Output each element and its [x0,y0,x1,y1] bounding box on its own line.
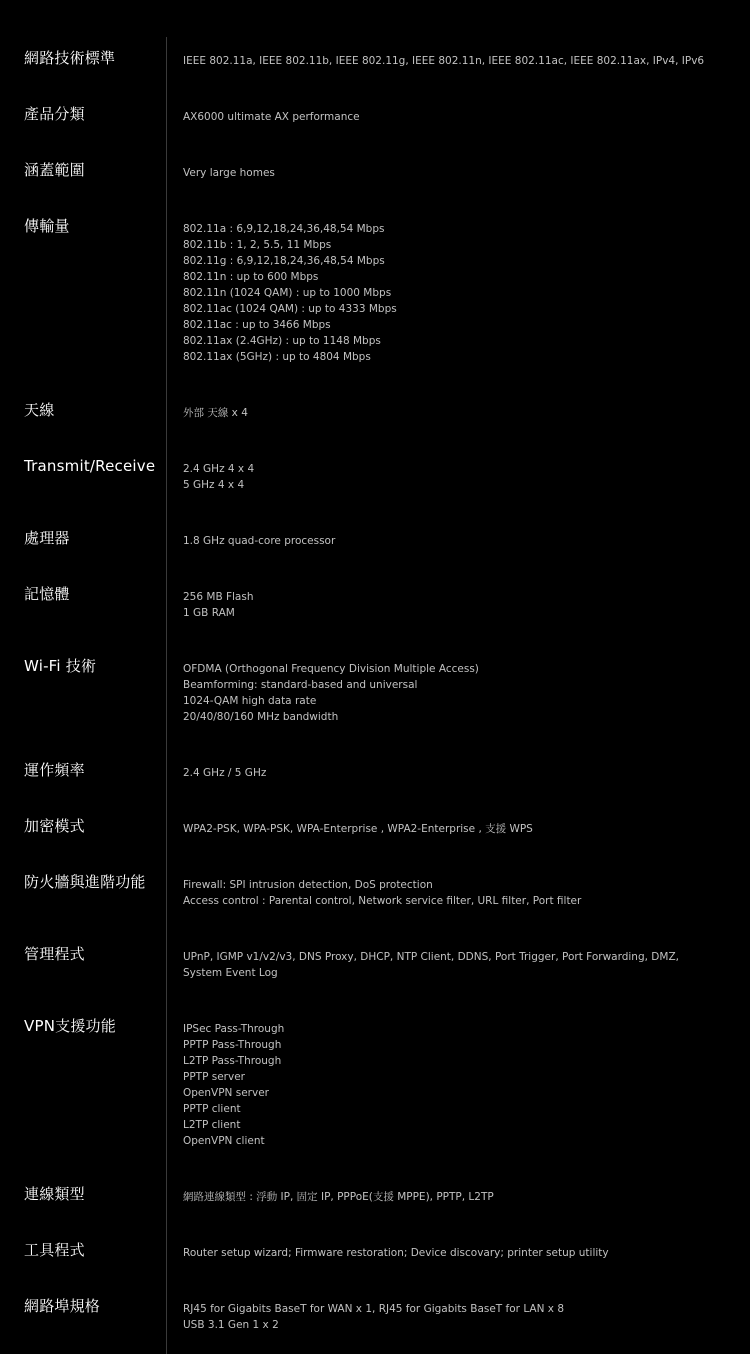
spec-values [183,1021,723,1149]
spec-values [183,1245,723,1261]
spec-value-line: RJ45 for Gigabits BaseT for WAN x 1, RJ45 for Gigabits BaseT for LAN x 8 [183,1303,565,1315]
spec-value-line: 20/40/80/160 MHz bandwidth [183,711,339,723]
spec-value-line: 802.11ac : up to 3466 Mbps [183,319,331,331]
spec-value-line: PPTP client [183,1103,241,1115]
spec-value-line: 2.4 GHz 4 x 4 [183,463,255,475]
spec-value-line: 802.11n : up to 600 Mbps [183,271,319,283]
spec-value-line: Very large homes [183,167,275,179]
spec-label: 管理程式 [24,945,85,963]
spec-values [183,1301,723,1333]
spec-values [183,221,723,365]
spec-value-line: 802.11b : 1, 2, 5.5, 11 Mbps [183,239,332,251]
spec-value-line: IEEE 802.11a, IEEE 802.11b, IEEE 802.11g, IEEE 802.11n, IEEE 802.11ac, IEEE 802.11ax, IPv4, IPv6 [183,55,705,67]
spec-values [183,405,723,421]
spec-label: VPN支援功能 [24,1017,116,1035]
spec-values [183,589,723,621]
spec-value-line: L2TP client [183,1119,241,1131]
spec-value-line: System Event Log [183,967,278,979]
spec-label: 傳輸量 [24,217,70,235]
spec-values [183,877,723,909]
spec-values [183,109,723,125]
column-divider [166,37,167,1354]
spec-value-line: 5 GHz 4 x 4 [183,479,245,491]
spec-value-line: 802.11ax (2.4GHz) : up to 1148 Mbps [183,335,381,347]
spec-value-line: UPnP, IGMP v1/v2/v3, DNS Proxy, DHCP, NTP Client, DDNS, Port Trigger, Port Forwarding, DMZ, [183,951,679,963]
spec-label: Wi-Fi 技術 [24,657,97,675]
spec-label: 連線類型 [24,1185,85,1203]
spec-value-line: 802.11ax (5GHz) : up to 4804 Mbps [183,351,371,363]
spec-value-line: 802.11a : 6,9,12,18,24,36,48,54 Mbps [183,223,385,235]
spec-label: 加密模式 [24,817,85,835]
spec-values [183,765,723,781]
spec-value-line: WPA2-PSK, WPA-PSK, WPA-Enterprise , WPA2-Enterprise , 支援 WPS [183,823,533,835]
spec-value-line: PPTP Pass-Through [183,1039,282,1051]
spec-label: 涵蓋範圍 [24,161,85,179]
spec-label: 記憶體 [24,585,70,603]
spec-label: 產品分類 [24,105,85,123]
spec-value-line: OFDMA (Orthogonal Frequency Division Multiple Access) [183,663,479,675]
spec-values [183,949,723,981]
spec-label: 運作頻率 [24,761,85,779]
spec-values [183,165,723,181]
spec-value-line: Router setup wizard; Firmware restoration; Device discovary; printer setup utility [183,1247,609,1259]
spec-value-line: Beamforming: standard-based and universal [183,679,418,691]
spec-values [183,661,723,725]
spec-values [183,1189,723,1205]
spec-values [183,53,723,69]
spec-value-line: USB 3.1 Gen 1 x 2 [183,1319,279,1331]
spec-value-line: 802.11n (1024 QAM) : up to 1000 Mbps [183,287,392,299]
spec-label: 天線 [24,401,55,419]
spec-value-line: OpenVPN client [183,1135,265,1147]
spec-value-line: Access control : Parental control, Network service filter, URL filter, Port filter [183,895,582,907]
spec-value-line: 1024-QAM high data rate [183,695,317,707]
spec-value-line: PPTP server [183,1071,245,1083]
spec-label: 工具程式 [24,1241,85,1259]
spec-value-line: AX6000 ultimate AX performance [183,111,360,123]
spec-value-line: 外部 天線 x 4 [183,407,248,419]
spec-label: 防火牆與進階功能 [24,873,146,891]
spec-value-line: 1.8 GHz quad-core processor [183,535,336,547]
spec-value-line: 802.11g : 6,9,12,18,24,36,48,54 Mbps [183,255,385,267]
spec-label: 網路技術標準 [24,49,116,67]
spec-value-line: 1 GB RAM [183,607,235,619]
spec-label: 處理器 [24,529,70,547]
spec-value-line: OpenVPN server [183,1087,269,1099]
spec-value-line: 網路連線類型 : 浮動 IP, 固定 IP, PPPoE(支援 MPPE), PPTP, L2TP [183,1191,494,1203]
spec-value-line: L2TP Pass-Through [183,1055,282,1067]
spec-value-line: 2.4 GHz / 5 GHz [183,767,267,779]
spec-value-line: IPSec Pass-Through [183,1023,285,1035]
spec-label: Transmit/Receive [24,457,156,475]
spec-values [183,533,723,549]
spec-values [183,461,723,493]
spec-label: 網路埠規格 [24,1297,101,1315]
spec-value-line: 802.11ac (1024 QAM) : up to 4333 Mbps [183,303,397,315]
spec-value-line: Firewall: SPI intrusion detection, DoS protection [183,879,433,891]
spec-value-line: 256 MB Flash [183,591,254,603]
spec-values [183,821,723,837]
